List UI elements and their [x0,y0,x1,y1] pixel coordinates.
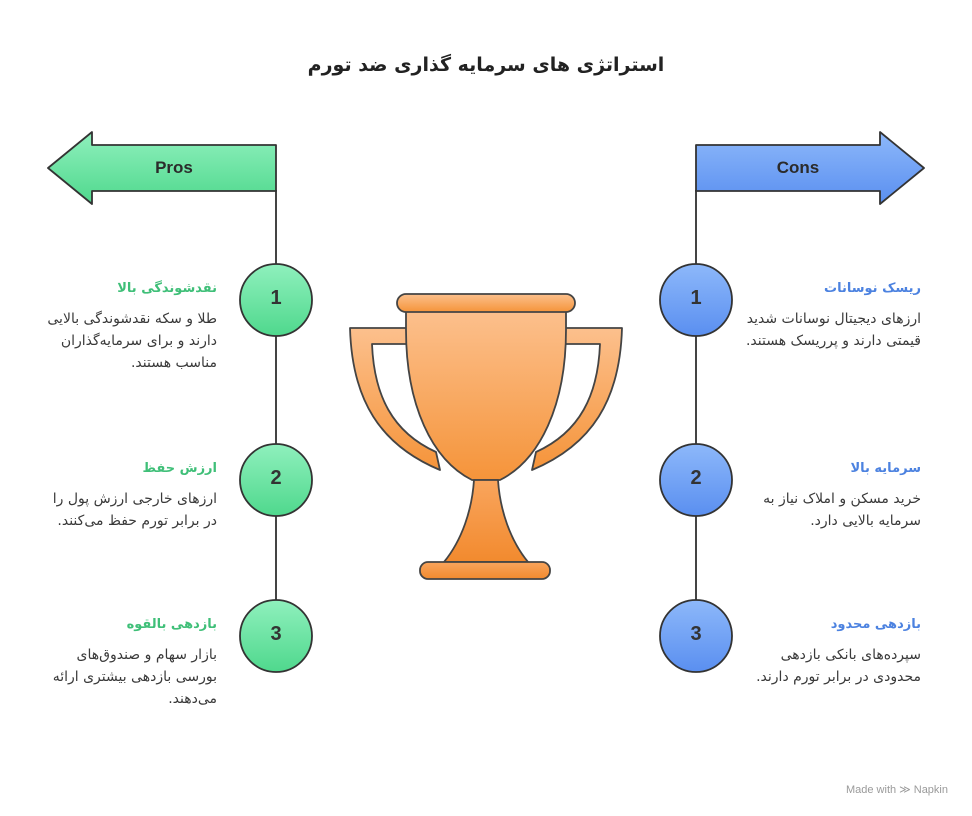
pros-node-1-number: 1 [270,287,282,309]
cons-item-2-heading: سرمایه بالا [850,461,921,476]
pros-item-2-description: ارزهای خارجی ارزش پول را در برابر تورم حفظ می‌کنند. [52,491,217,529]
trophy-icon [350,294,622,579]
pros-item-3-description: بازار سهام و صندوق‌های بورسی بازدهی بیشتری ارائه می‌دهند. [52,647,217,707]
cons-node-2-number: 2 [690,467,702,489]
pros-item-3-heading: بازدهی بالقوه [126,617,217,632]
pros-item-1-heading: نقدشوندگی بالا [117,281,217,296]
pros-label: Pros [155,158,193,177]
pros-node-2-number: 2 [270,467,282,489]
pros-item-1-description: طلا و سکه نقدشوندگی بالایی دارند و برای سرمایه‌گذاران مناسب هستند. [47,311,217,371]
pros-item-2 [42,461,217,532]
cons-item-2 [746,461,921,532]
cons-item-3 [746,617,921,688]
cons-node-3-number: 3 [690,623,702,645]
diagram-title: استراتژی های سرمایه گذاری ضد تورم [307,54,665,76]
pros-item-1 [42,281,217,374]
cons-label: Cons [776,158,820,177]
cons-item-3-description: سپرده‌های بانکی بازدهی محدودی در برابر تورم دارند. [756,647,921,685]
napkin-watermark: Made with ≫ Napkin [845,784,948,796]
cons-item-1-description: ارزهای دیجیتال نوسانات شدید قیمتی دارند و پرریسک هستند. [745,311,921,349]
cons-item-2-description: خرید مسکن و املاک نیاز به سرمایه بالایی دارد. [763,491,921,529]
cons-node-1-number: 1 [690,287,702,309]
cons-item-1 [746,281,921,352]
pros-item-2-heading: ارزش حفظ [142,461,217,476]
pros-node-3-number: 3 [270,623,282,645]
pros-item-3 [42,617,217,710]
cons-item-3-heading: بازدهی محدود [830,617,921,632]
cons-item-1-heading: ریسک نوسانات [824,281,921,296]
